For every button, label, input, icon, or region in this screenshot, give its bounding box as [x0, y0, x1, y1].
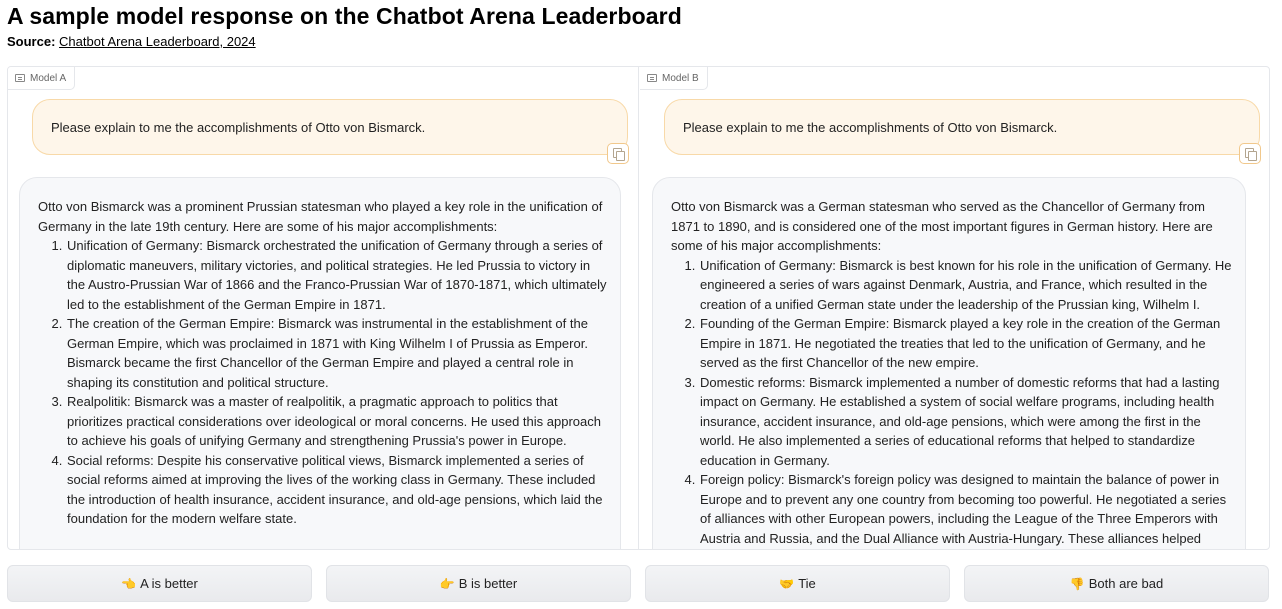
copy-icon[interactable]	[607, 143, 629, 164]
user-prompt-b: Please explain to me the accomplishments of Otto von Bismarck.	[683, 120, 1058, 135]
source-link[interactable]: Chatbot Arena Leaderboard, 2024	[59, 34, 256, 49]
source-label: Source:	[7, 34, 56, 49]
list-item: 1. Unification of Germany: Bismarck is best known for his role in the unification of Germany. He engineered a series of wars against Denmark, Austria, and France, which resulted in the creation of a unified German state under the leadership of the Prussian king, Wilhelm I.	[699, 256, 1235, 315]
b-is-better-button[interactable]	[326, 565, 631, 602]
response-intro-a: Otto von Bismarck was a prominent Prussian statesman who played a key role in the unification of Germany in the late 19th century. Here are some of his major accomplishments:	[38, 199, 603, 234]
response-list-b	[671, 256, 1235, 549]
model-a-tag	[8, 67, 75, 90]
copy-icon[interactable]	[1239, 143, 1261, 164]
chat-icon	[647, 74, 657, 82]
user-prompt-a: Please explain to me the accomplishments of Otto von Bismarck.	[51, 120, 426, 135]
a-is-better-label: A is better	[140, 576, 198, 591]
list-item: 2. Founding of the German Empire: Bismarck played a key role in the creation of the German Empire in 1871. He negotiated the treaties that led to the unification of Germany, and he served as the first Chancellor of the new empire.	[699, 314, 1235, 373]
both-are-bad-label: Both are bad	[1088, 576, 1164, 591]
chat-icon	[15, 74, 25, 82]
response-list-a	[38, 236, 610, 529]
a-is-better-button[interactable]	[7, 565, 312, 602]
list-item: 3. Realpolitik: Bismarck was a master of realpolitik, a pragmatic approach to politics that prioritizes practical considerations over ideological or moral concerns. He used this approach to achieve his goals of unifying Germany and strengthening Prussia's power in Europe.	[66, 392, 610, 451]
user-message-a	[32, 99, 628, 155]
model-b-tag	[640, 67, 708, 90]
list-item: 3. Domestic reforms: Bismarck implemented a number of domestic reforms that had a lasting impact on Germany. He established a system of social welfare programs, including health insurance, accident insurance, and old-age pensions, which were among the first in the world. He also implemented a series of educational reforms that helped to standardize education in Germany.	[699, 373, 1235, 471]
tie-button[interactable]	[645, 565, 950, 602]
source-line	[7, 34, 256, 49]
user-message-b	[664, 99, 1260, 155]
list-item: 4. Social reforms: Despite his conservative political views, Bismarck implemented a series of social reforms aimed at improving the lives of the working class in Germany. These included the introduction of health insurance, accident insurance, and old-age pensions, which laid the foundation for the modern welfare state.	[66, 451, 610, 529]
list-item: 1. Unification of Germany: Bismarck orchestrated the unification of Germany through a series of diplomatic maneuvers, military victories, and political strategies. He led Prussia to victory in the Austro-Prussian War of 1866 and the Franco-Prussian War of 1870-1871, which ultimately led to the establishment of the German Empire in 1871.	[66, 236, 610, 314]
b-is-better-label: B is better	[458, 576, 518, 591]
thumbs-down-icon: 👎	[1069, 576, 1085, 591]
panel-model-b[interactable]	[640, 67, 1270, 549]
both-are-bad-button[interactable]	[964, 565, 1269, 602]
model-a-label: Model A	[30, 72, 67, 84]
list-item: 4. Foreign policy: Bismarck's foreign policy was designed to maintain the balance of power in Europe and to prevent any one country from becoming too powerful. He negotiated a series of alliances with other European powers, including the League of the Three Emperors with Austria and Russia, and the Dual Alliance with Austria-Hungary. These alliances helped	[699, 470, 1235, 548]
point-right-icon: 👉	[439, 576, 455, 591]
point-left-icon: 👈	[121, 576, 137, 591]
bot-message-b	[652, 177, 1246, 549]
list-item: 2. The creation of the German Empire: Bismarck was instrumental in the establishment of the German Empire, which was proclaimed in 1871 with King Wilhelm I of Prussia as Emperor. Bismarck became the first Chancellor of the German Empire and played a central role in shaping its constitution and political structure.	[66, 314, 610, 392]
response-intro-b: Otto von Bismarck was a German statesman who served as the Chancellor of Germany from 1871 to 1890, and is considered one of the most important figures in German history. Here are some of his major accomplishments:	[671, 199, 1213, 253]
model-b-label: Model B	[662, 72, 699, 84]
tie-label: Tie	[798, 576, 816, 591]
page-title: A sample model response on the Chatbot Arena Leaderboard	[7, 3, 682, 29]
handshake-icon: 🤝	[779, 576, 795, 591]
bot-message-a	[19, 177, 621, 549]
arena-comparison	[7, 66, 1270, 550]
vote-buttons	[7, 565, 1270, 602]
panel-model-a[interactable]	[8, 67, 639, 549]
